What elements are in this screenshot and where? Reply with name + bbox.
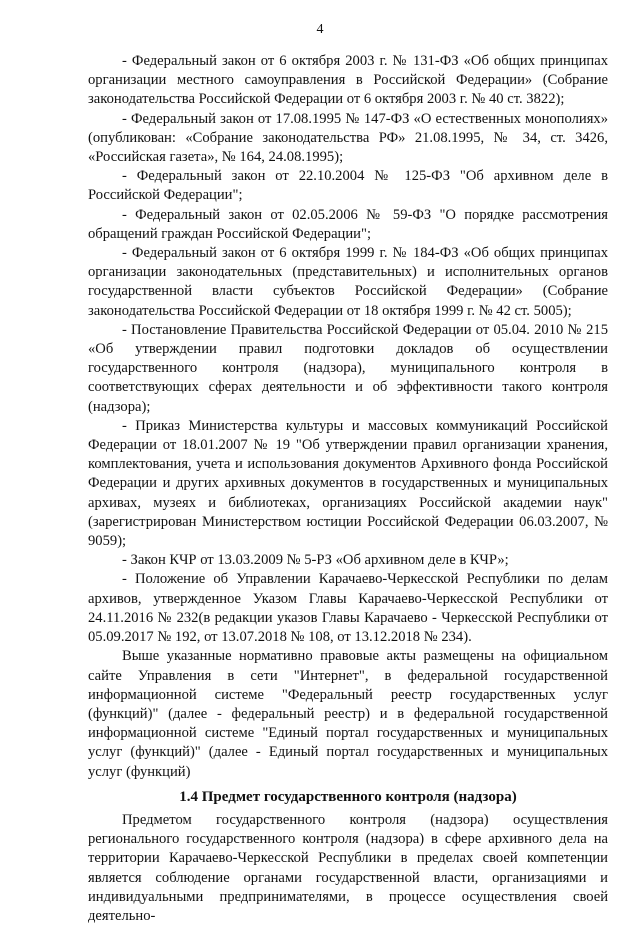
document-body bbox=[88, 52, 608, 926]
publication-paragraph: Выше указанные нормативно правовые акты размещены на официальном сайте Управления в сети "Интернет", в федеральной государственной информационной системе "Федеральный реестр государственных услуг (функций)" (далее - федеральный реестр) и в федеральной государственной информационной системе "Единый портал государственных и муниципальных услуг (функций)" (далее - Единый портал государственных и муниципальных услуг (функций) bbox=[88, 648, 608, 780]
list-item: - Положение об Управлении Карачаево-Черкесской Республики по делам архивов, утвержденное Указом Главы Карачаево-Черкесской Республики от 24.11.2016 № 232(в редакции указов Главы Карачаево - Черкесской Республики от 05.09.2017 № 192, от 13.07.2018 № 108, от 13.12.2018 № 234). bbox=[88, 571, 608, 646]
list-item: - Федеральный закон от 6 октября 1999 г. № 184-ФЗ «Об общих принципах организации законодательных (представительных) и исполнительных органов государственной власти субъектов Российской Федерации» (Собрание законодательства Российской Федерации от 18 октября 1999 г. № 42 ст. 5005); bbox=[88, 245, 608, 319]
section-heading: 1.4 Предмет государственного контроля (надзора) bbox=[179, 788, 517, 805]
list-item: - Федеральный закон от 17.08.1995 № 147-ФЗ «О естественных монополиях» (опубликован: «Собрание законодательства РФ» 21.08.1995, № 34, ст. 3426, «Российская газета», № 164, 24.08.1995); bbox=[88, 110, 608, 166]
list-item: - Постановление Правительства Российской Федерации от 05.04. 2010 № 215 «Об утверждении правил подготовки докладов об осуществлении государственного контроля (надзора), муниципального контроля в соответствующих сферах деятельности и об эффективности такого контроля (надзора); bbox=[88, 321, 608, 415]
list-item: - Закон КЧР от 13.03.2009 № 5-РЗ «Об архивном деле в КЧР»; bbox=[122, 552, 509, 569]
list-item: - Приказ Министерства культуры и массовых коммуникаций Российской Федерации от 18.01.2007 № 19 "Об утверждении правил организации хранения, комплектования, учета и использования документов Архивного фонда Российской Федерации и других архивных документов в государственных и муниципальных архивах, музеях и библиотеках, организациях Российской академии наук" (зарегистрирован Министерством юстиции Российской Федерации 06.03.2007, № 9059); bbox=[88, 417, 608, 550]
page-number: 4 bbox=[316, 22, 324, 37]
list-item: - Федеральный закон от 22.10.2004 № 125-ФЗ "Об архивном деле в Российской Федерации"; bbox=[88, 168, 608, 204]
section-paragraph: Предметом государственного контроля (надзора) осуществления регионального государственного контроля (надзора) в сфере архивного дела на территории Карачаево-Черкесской Республики в пределах своей компетенции является соблюдение органами государственной власти, организациями и индивидуальными предпринимателями, в процессе осуществления своей деятельно- bbox=[88, 811, 608, 924]
list-item: - Федеральный закон от 02.05.2006 № 59-ФЗ "О порядке рассмотрения обращений граждан Российской Федерации"; bbox=[88, 206, 608, 242]
list-item: - Федеральный закон от 6 октября 2003 г. № 131-ФЗ «Об общих принципах организации местного самоуправления в Российской Федерации» (Собрание законодательства Российской Федерации от 6 октября 2003 г. № 40 ст. 3822); bbox=[88, 53, 608, 108]
